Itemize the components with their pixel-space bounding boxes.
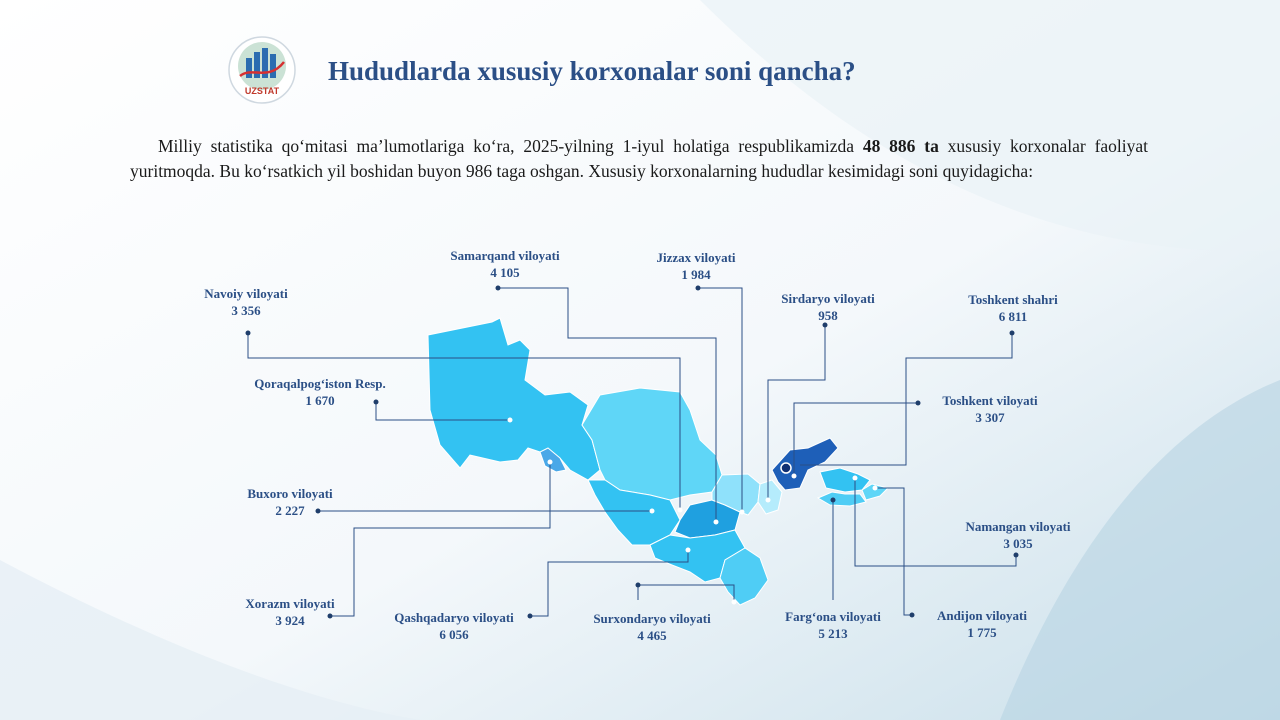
page-title: Hududlarda xususiy korxonalar soni qancha? [328,56,856,86]
region-value: 3 924 [275,613,305,628]
label-xorazm [226,595,354,629]
region-value: 958 [818,308,838,323]
label-navoiy [186,285,306,319]
label-namangan [946,518,1090,552]
region-name: Sirdaryo viloyati [781,291,875,306]
region-name: Toshkent viloyati [942,393,1038,408]
region-name: Qashqadaryo viloyati [394,610,514,625]
label-samarqand [432,247,578,281]
region-name: Buxoro viloyati [247,486,333,501]
region-value: 3 035 [1003,536,1033,551]
region-value: 4 105 [490,265,520,280]
region-name: Qoraqalpog‘iston Resp. [254,376,386,391]
region-value: 4 465 [637,628,667,643]
region-name: Toshkent shahri [968,292,1058,307]
logo-text: UZSTAT [244,86,280,96]
label-qashqadaryo [376,609,532,643]
region-name: Surxondaryo viloyati [593,611,711,626]
label-qoraqalpogiston [232,375,408,409]
region-name: Farg‘ona viloyati [785,609,881,624]
region-value: 3 356 [231,303,261,318]
region-fargona [818,492,866,506]
label-buxoro [230,485,350,519]
region-value: 1 775 [967,625,997,640]
region-value: 2 227 [275,503,305,518]
label-toshkent-viloyati [920,392,1060,426]
region-value: 5 213 [818,626,848,641]
region-name: Andijon viloyati [937,608,1027,623]
region-value: 1 984 [681,267,711,282]
region-qoraqalpogiston [428,318,600,480]
region-name: Namangan viloyati [965,519,1071,534]
region-sirdaryo [758,480,782,514]
region-value: 6 811 [998,309,1028,324]
label-andijon [922,607,1042,641]
region-name: Jizzax viloyati [656,250,736,265]
region-name: Samarqand viloyati [450,248,560,263]
leader-xorazm [330,462,550,616]
region-namangan [820,468,870,492]
label-fargona [768,608,898,642]
intro-total-count: 48 886 ta [862,136,939,156]
label-jizzax [636,249,756,283]
label-sirdaryo [758,290,898,324]
label-toshkent-shahri [950,291,1076,325]
leader-surxondaryo [638,585,734,602]
label-surxondaryo [578,610,726,644]
intro-text-2: xususiy korxonalar faoliyat yuritmoqda. Bu ko‘rsatkich yil boshidan buyon 986 taga oshgan. Xususiy korxonalarning hududlar kesimidagi soni quyidagicha: [130,136,1149,181]
leader-andijon [875,488,912,615]
region-value: 6 056 [439,627,469,642]
region-value: 1 670 [305,393,335,408]
region-name: Navoiy viloyati [204,286,288,301]
region-name: Xorazm viloyati [245,596,335,611]
intro-text-1: Milliy statistika qo‘mitasi ma’lumotlariga ko‘ra, 2025-yilning 1-iyul holatiga respublikamizda [158,136,863,156]
region-value: 3 307 [975,410,1005,425]
region-toshkent-shahri [781,463,791,473]
